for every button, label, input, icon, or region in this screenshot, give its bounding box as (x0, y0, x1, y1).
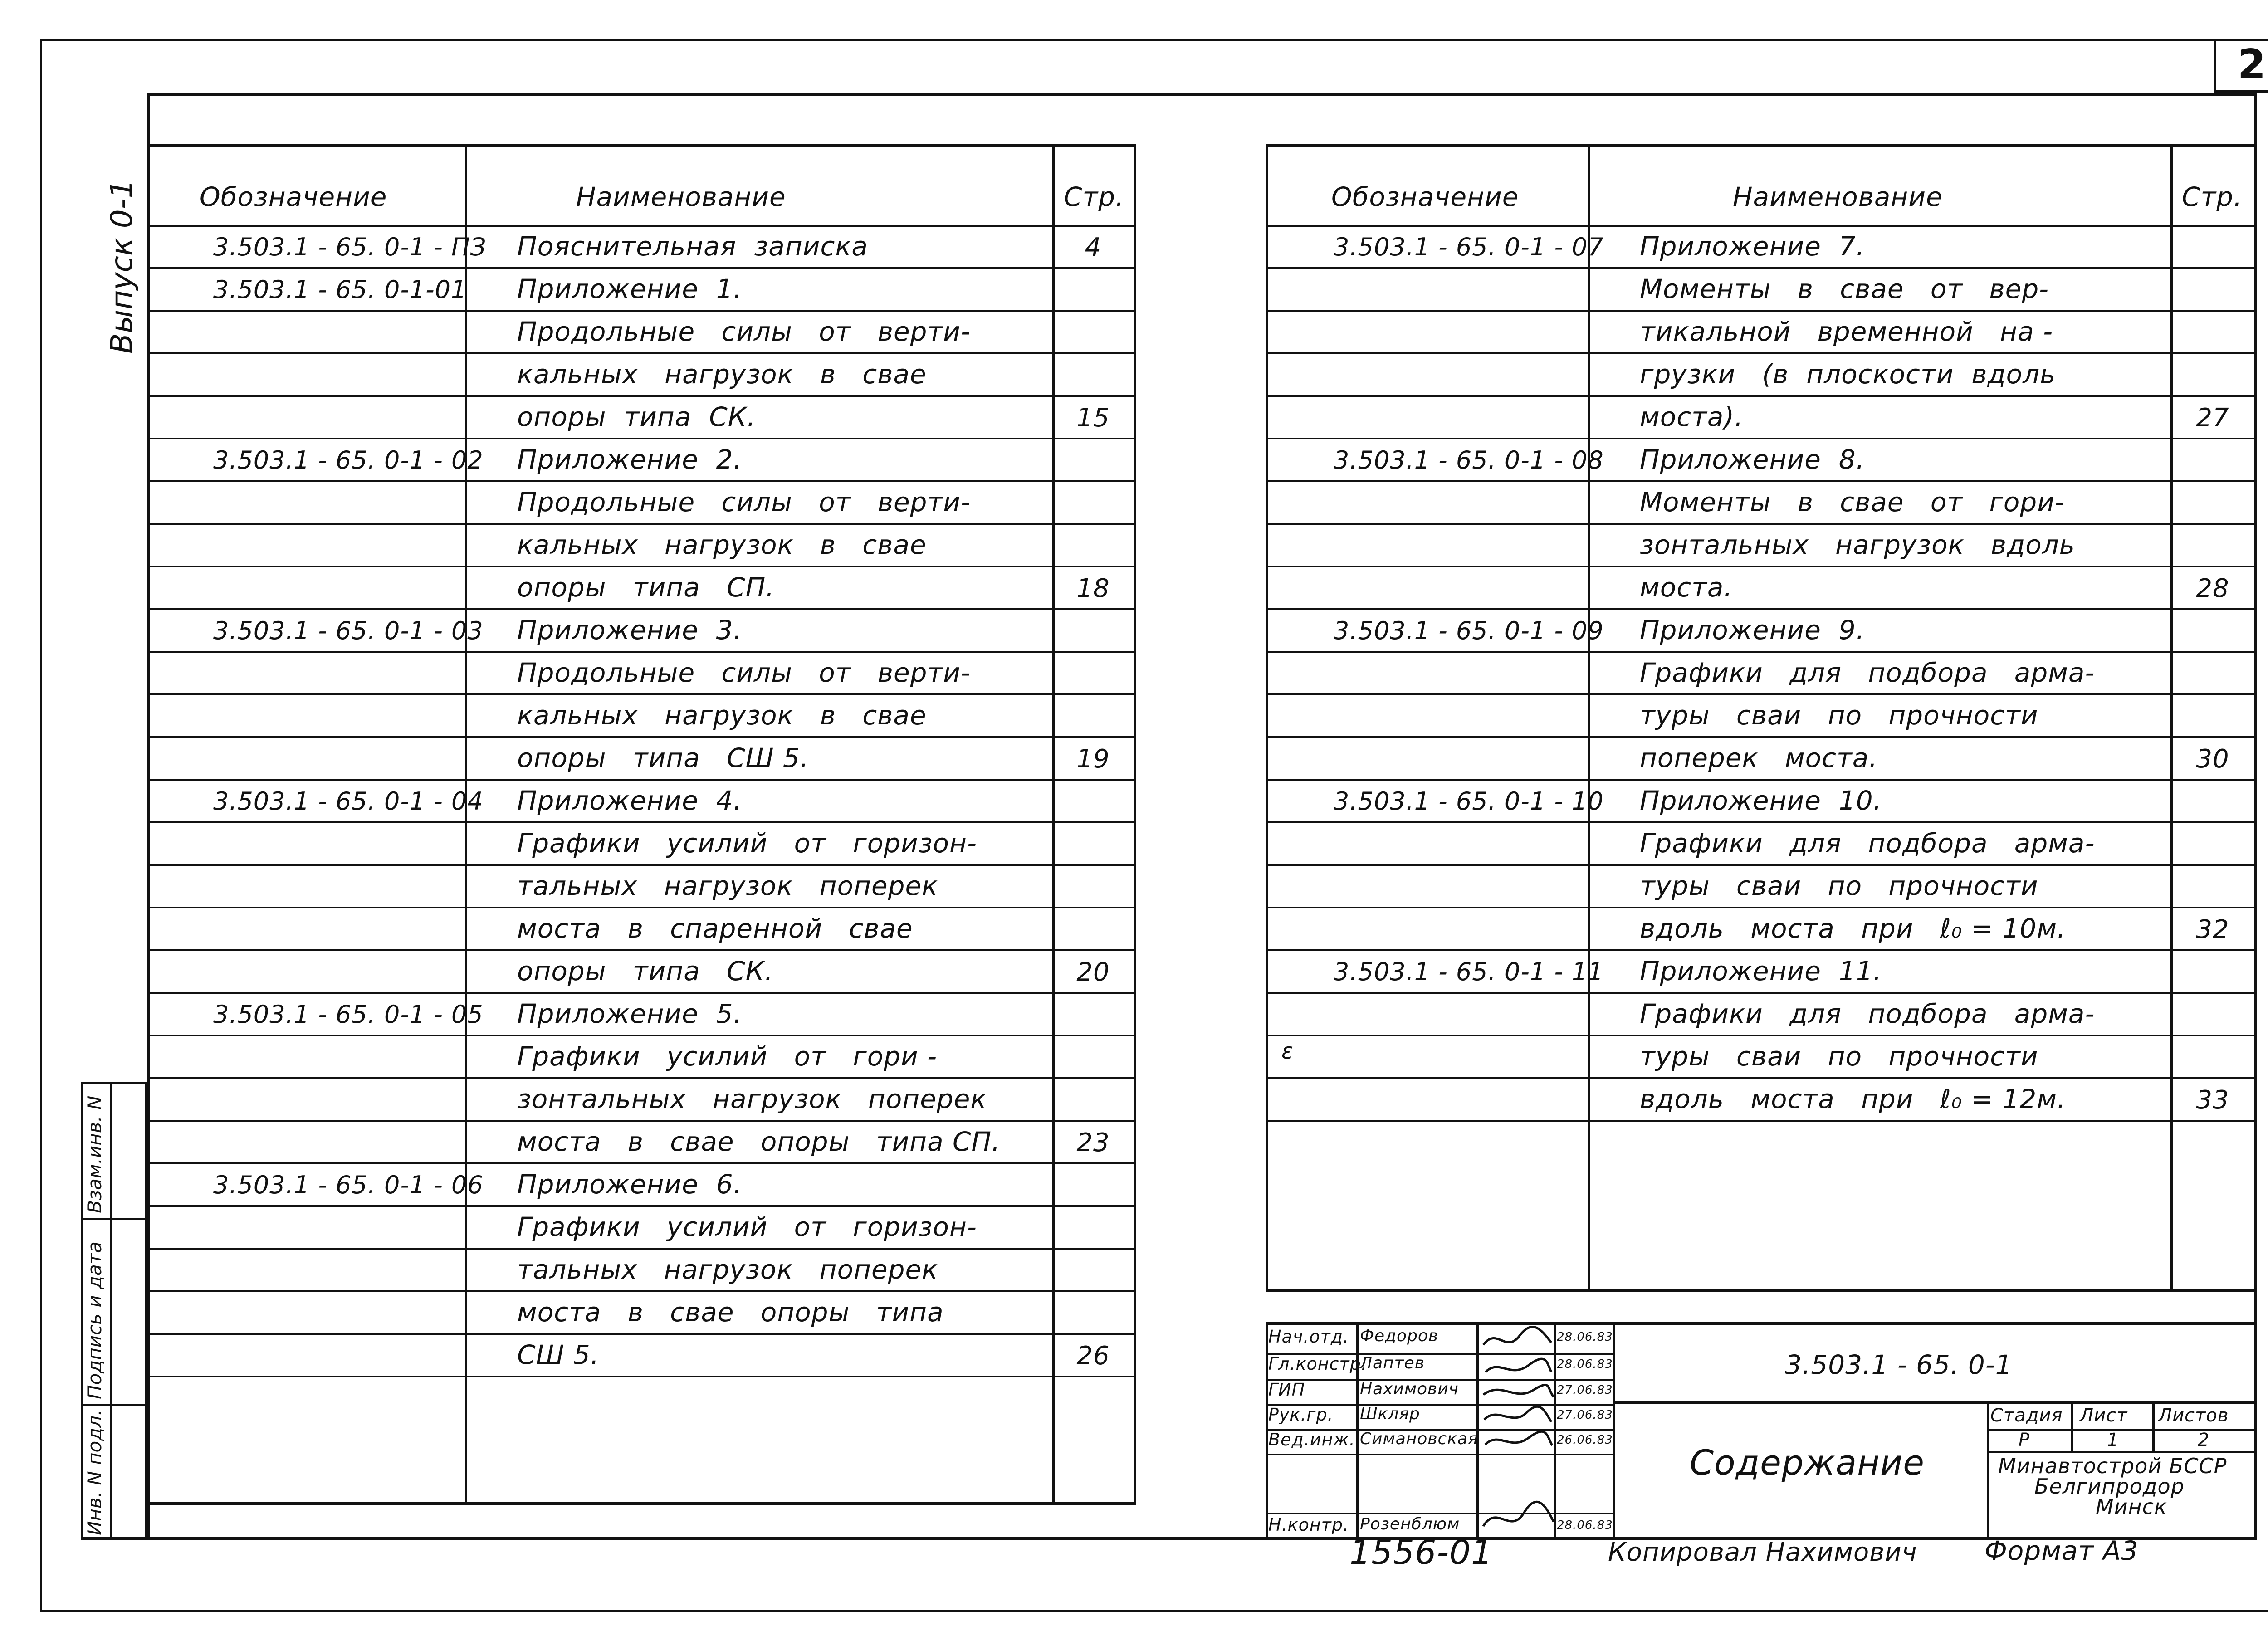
row-name: Приложение 9. (1640, 615, 1865, 645)
staff-date: 27.06.83 (1557, 1383, 1613, 1397)
right-header-name: Наименование (1733, 181, 1943, 212)
organization-line-3: Минск (2096, 1494, 2167, 1519)
sheet-value: 1 (2107, 1430, 2119, 1450)
row-name: зонтальных нагрузок вдоль (1640, 529, 2075, 560)
staff-name: Нахимович (1360, 1380, 1459, 1398)
table-row-line (147, 352, 1136, 354)
row-name: Приложение 4. (517, 785, 743, 816)
table-row-line (1266, 310, 2257, 312)
row-name: Продольные силы от верти- (517, 487, 971, 518)
row-name: кальных нагрузок в свае (517, 700, 927, 731)
table-row-line (1266, 693, 2257, 695)
row-name: моста в спаренной свае (517, 913, 913, 944)
stray-mark: ε (1281, 1039, 1294, 1064)
table-row-line (1266, 523, 2257, 525)
table-row-line (1266, 566, 2257, 567)
row-name: моста в свае опоры типа СП. (517, 1126, 1001, 1157)
table-row-line (147, 395, 1136, 397)
table-row-line (147, 267, 1136, 269)
table-row-line (1266, 267, 2257, 269)
right-header-page: Стр. (2182, 181, 2243, 212)
row-name: тальных нагрузок поперек (517, 1254, 938, 1285)
row-name: Графики усилий от горизон- (517, 828, 977, 859)
table-row-line (147, 651, 1136, 653)
staff-role: Нач.отд. (1268, 1327, 1349, 1347)
table-row-line (147, 310, 1136, 312)
row-name: туры сваи по прочности (1640, 700, 2038, 731)
table-row-line (147, 523, 1136, 525)
row-name: Продольные силы от верти- (517, 316, 971, 347)
row-name: туры сваи по прочности (1640, 1041, 2038, 1072)
staff-name: Розенблюм (1360, 1515, 1460, 1533)
table-row-line (1266, 395, 2257, 397)
row-name: зонтальных нагрузок поперек (517, 1084, 987, 1114)
organization-line-1: Минавтострой БССР (1998, 1454, 2227, 1478)
row-name: Приложение 11. (1640, 956, 1882, 986)
row-name: поперек моста. (1640, 742, 1878, 773)
row-designation: 3.503.1 - 65. 0-1 - 04 (213, 787, 484, 815)
row-name: опоры типа СШ 5. (517, 742, 809, 773)
staff-date: 26.06.83 (1557, 1433, 1613, 1447)
row-page: 4 (1085, 233, 1102, 262)
copied-by: Копировал Нахимович (1608, 1538, 1917, 1567)
organization-line-2: Белгипродор (2034, 1474, 2185, 1499)
row-name: Приложение 2. (517, 444, 743, 475)
row-name: тальных нагрузок поперек (517, 870, 938, 901)
row-page: 19 (1076, 744, 1110, 774)
row-name: кальных нагрузок в свае (517, 529, 927, 560)
row-name: Приложение 5. (517, 998, 743, 1029)
row-name: Моменты в свае от гори- (1640, 487, 2065, 518)
table-row-line (147, 1290, 1136, 1292)
row-page: 20 (1076, 957, 1110, 987)
row-name: кальных нагрузок в свае (517, 359, 927, 390)
row-designation: 3.503.1 - 65. 0-1 - 10 (1334, 787, 1604, 815)
row-page: 15 (1076, 403, 1110, 433)
table-row-line (1266, 949, 2257, 951)
staff-date: 28.06.83 (1557, 1519, 1613, 1532)
left-header-designation: Обозначение (200, 181, 387, 212)
row-name: моста. (1640, 572, 1733, 603)
staff-role: Вед.инж. (1268, 1430, 1355, 1450)
row-name: Приложение 8. (1640, 444, 1865, 475)
row-name: Приложение 1. (517, 273, 743, 304)
side-stamp-signature: Подпись и дата (83, 1241, 106, 1399)
inventory-number: 1556-01 (1349, 1533, 1493, 1572)
stage-value: Р (2019, 1430, 2030, 1450)
row-page: 23 (1076, 1128, 1110, 1157)
staff-date: 28.06.83 (1557, 1330, 1613, 1344)
right-header-designation: Обозначение (1331, 181, 1519, 212)
sheet-label: Лист (2080, 1405, 2128, 1426)
issue-label: Выпуск 0-1 (104, 179, 139, 354)
row-name: Пояснительная записка (517, 231, 868, 262)
table-row-line (147, 992, 1136, 994)
table-row-line (147, 779, 1136, 781)
row-designation: 3.503.1 - 65. 0-1 - 05 (213, 1000, 484, 1029)
table-row-line (147, 480, 1136, 482)
table-row-line (1266, 779, 2257, 781)
row-name: моста в свае опоры типа (517, 1297, 944, 1328)
staff-name: Лаптев (1360, 1354, 1425, 1372)
row-name: Приложение 6. (517, 1169, 743, 1200)
table-row-line (147, 907, 1136, 908)
staff-role: Рук.гр. (1268, 1405, 1334, 1425)
staff-name: Федоров (1360, 1327, 1439, 1345)
format-label: Формат А3 (1984, 1535, 2139, 1566)
table-row-line (147, 949, 1136, 951)
row-name: Приложение 10. (1640, 785, 1882, 816)
table-row-line (1266, 736, 2257, 738)
staff-date: 28.06.83 (1557, 1357, 1613, 1371)
stage-label: Стадия (1990, 1405, 2063, 1426)
staff-role: Н.контр. (1268, 1515, 1349, 1535)
row-designation: 3.503.1 - 65. 0-1 - 06 (213, 1171, 484, 1199)
table-row-line (1266, 821, 2257, 823)
row-name: Графики для подбора арма- (1640, 828, 2095, 859)
table-row-line (1266, 438, 2257, 439)
row-name: вдоль моста при ℓ₀ = 10м. (1640, 913, 2066, 944)
table-row-line (147, 1120, 1136, 1122)
table-row-line (1266, 1077, 2257, 1079)
row-name: Графики для подбора арма- (1640, 657, 2095, 688)
table-row-line (1266, 608, 2257, 610)
left-header-name: Наименование (576, 181, 786, 212)
staff-name: Шкляр (1360, 1405, 1420, 1423)
row-name: Графики для подбора арма- (1640, 998, 2095, 1029)
row-name: Приложение 3. (517, 615, 743, 645)
table-row-line (1266, 1120, 2257, 1122)
sheet-title: Содержание (1690, 1442, 1925, 1483)
staff-role: Гл.констр. (1268, 1354, 1367, 1374)
row-designation: 3.503.1 - 65. 0-1 - 11 (1334, 957, 1604, 986)
row-page: 28 (2196, 574, 2229, 603)
row-page: 18 (1076, 574, 1110, 603)
staff-role: ГИП (1268, 1380, 1305, 1400)
side-stamp-inv: Инв. N подл. (83, 1409, 106, 1535)
table-row-line (1266, 352, 2257, 354)
side-stamp-replace: Взам.инв. N (83, 1095, 106, 1213)
table-row-line (147, 1035, 1136, 1036)
document-code: 3.503.1 - 65. 0-1 (1785, 1349, 2013, 1380)
row-designation: 3.503.1 - 65. 0-1 - ПЗ (213, 233, 487, 261)
table-row-line (147, 438, 1136, 439)
table-row-line (147, 1333, 1136, 1335)
row-name: Моменты в свае от вер- (1640, 273, 2049, 304)
row-name: опоры типа СК. (517, 401, 756, 432)
table-row-line (1266, 1035, 2257, 1036)
row-name: Графики усилий от гори - (517, 1041, 938, 1072)
row-name: Продольные силы от верти- (517, 657, 971, 688)
table-row-line (1266, 864, 2257, 866)
row-page: 32 (2196, 915, 2229, 944)
table-row-line (1266, 992, 2257, 994)
row-designation: 3.503.1 - 65. 0-1 - 09 (1334, 616, 1604, 645)
row-name: грузки (в плоскости вдоль (1640, 359, 2056, 390)
row-name: моста). (1640, 401, 1744, 432)
row-designation: 3.503.1 - 65. 0-1 - 02 (213, 446, 484, 474)
table-row-line (147, 821, 1136, 823)
row-page: 33 (2196, 1085, 2229, 1115)
row-page: 30 (2196, 744, 2229, 774)
row-designation: 3.503.1 - 65. 0-1 - 07 (1334, 233, 1604, 261)
table-row-line (147, 566, 1136, 567)
row-name: вдоль моста при ℓ₀ = 12м. (1640, 1084, 2066, 1114)
staff-name: Симановская (1360, 1430, 1478, 1448)
table-row-line (147, 1205, 1136, 1207)
staff-date: 27.06.83 (1557, 1408, 1613, 1422)
table-row-line (147, 864, 1136, 866)
row-name: туры сваи по прочности (1640, 870, 2038, 901)
row-name: тикальной временной на - (1640, 316, 2053, 347)
row-name: Графики усилий от горизон- (517, 1211, 977, 1242)
table-row-line (147, 1248, 1136, 1250)
table-row-line (147, 1376, 1136, 1377)
sheets-label: Листов (2158, 1405, 2229, 1426)
row-page: 27 (2196, 403, 2229, 433)
row-name: опоры типа СК. (517, 956, 774, 986)
table-row-line (1266, 480, 2257, 482)
sheet-number: 2 (2237, 41, 2266, 88)
row-designation: 3.503.1 - 65. 0-1 - 08 (1334, 446, 1604, 474)
row-designation: 3.503.1 - 65. 0-1 - 03 (213, 616, 484, 645)
left-header-page: Стр. (1064, 181, 1124, 212)
row-page: 26 (1076, 1341, 1110, 1371)
table-row-line (1266, 907, 2257, 908)
table-row-line (147, 1162, 1136, 1164)
row-name: Приложение 7. (1640, 231, 1865, 262)
table-row-line (147, 608, 1136, 610)
signatures (1479, 1322, 1556, 1540)
table-row-line (147, 1077, 1136, 1079)
row-name: опоры типа СП. (517, 572, 775, 603)
table-row-line (147, 693, 1136, 695)
table-row-line (147, 736, 1136, 738)
row-designation: 3.503.1 - 65. 0-1-01 (213, 275, 467, 304)
row-name: СШ 5. (517, 1339, 600, 1370)
table-row-line (1266, 651, 2257, 653)
sheets-value: 2 (2198, 1430, 2210, 1450)
